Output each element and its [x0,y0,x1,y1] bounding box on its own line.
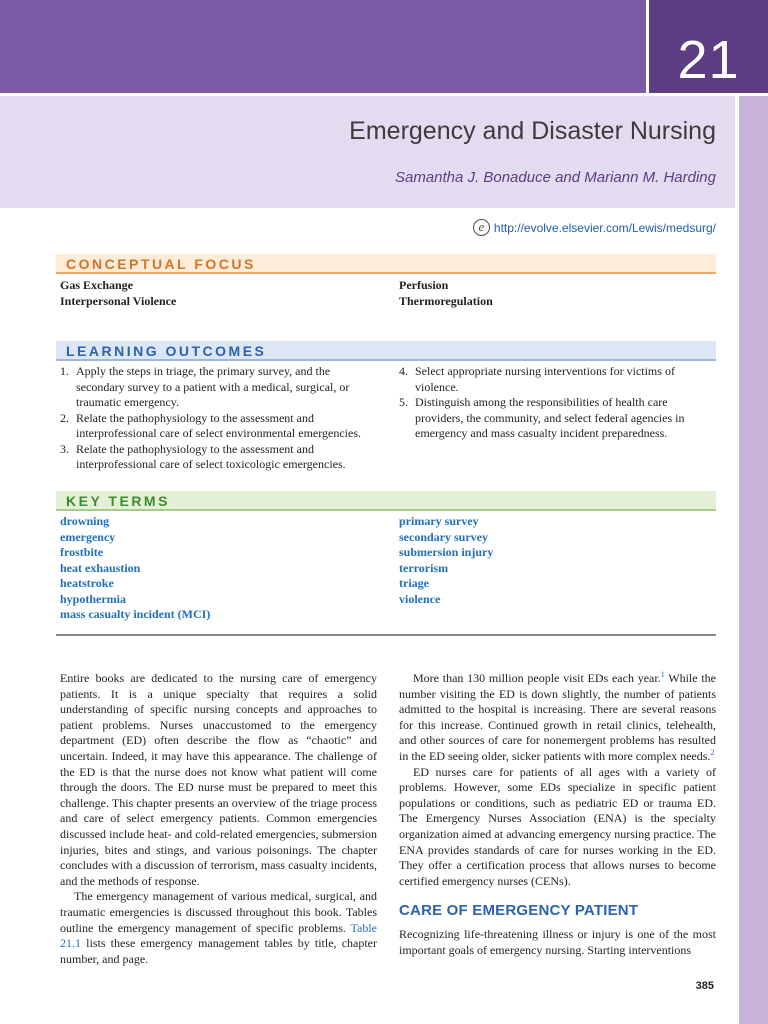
learning-outcomes-right [399,364,709,442]
key-term-link[interactable]: triage [399,576,429,590]
key-term-link[interactable]: terrorism [399,560,449,575]
body-paragraph: Recognizing life-threatening illness or injury is one of the most important goals of emergency nursing. Starting interventions [399,926,716,957]
care-of-emergency-patient-heading: CARE OF EMERGENCY PATIENT [399,902,639,920]
outcome-item [399,364,709,395]
outcome-text: Distinguish among the responsibilities of health care providers, the community, and select federal agencies in emergency and mass casualty incident preparedness. [415,395,685,440]
outcome-text: Select appropriate nursing interventions for victims of violence. [415,364,675,394]
outcome-text: Apply the steps in triage, the primary survey, and the secondary survey to a patient with a medical, surgical, or traumatic emergency. [76,364,350,409]
body-left-column [60,671,377,967]
key-term-link[interactable]: secondary survey [399,529,488,544]
key-terms-heading: KEY TERMS [56,491,716,511]
outcome-text: Relate the pathophysiology to the assessment and interprofessional care of select environmental emergencies. [76,410,361,440]
body-text: lists these emergency management tables by title, chapter number, and page. [60,936,377,966]
key-term-link[interactable]: heat exhaustion [60,560,141,575]
body-paragraph [60,889,377,967]
chapter-number: 21 [677,30,740,90]
body-text: More than 130 million people visit EDs each year. [413,671,661,685]
section-divider [56,634,716,636]
outcome-item [60,442,380,473]
evolve-link[interactable]: http://evolve.elsevier.com/Lewis/medsurg/ [493,220,716,235]
learning-outcomes-left [60,364,380,473]
table-21-1-link[interactable]: Table 21.1 [60,920,377,951]
header-band [0,0,646,93]
key-term-link[interactable]: mass casualty incident (MCI) [60,607,211,621]
reference-2-link[interactable]: 2 [710,747,715,757]
conceptual-focus-right [399,278,493,309]
outcome-number: 5. [399,395,408,409]
outcome-number: 4. [399,364,408,378]
body-paragraph: Entire books are dedicated to the nursing care of emergency patients. It is a unique specialty that requires a solid understanding of specific nursing concepts and approaches to patient problems. Nurses unaccustomed to the emergency department (ED) often describe the flow as “chaotic” and uncertain. Indeed, it may have this appearance. The challenge of the ED is that the nurse does not know what patient will come through the doors. The ED nurse must be prepared to meet this challenge. This chapter presents an overview of the triage process and care of select emergency patients. Common emergencies discussed include heat- and cold-related emergencies, submersion injuries, bites and stings, and various poisonings. The chapter concludes with a discussion of terrorism, mass casualty incidents, and the methods of response. [60,671,377,888]
evolve-e-icon: e [473,219,490,236]
key-term-link[interactable]: drowning [60,514,110,528]
key-term-link[interactable]: emergency [60,529,116,544]
key-term-link[interactable]: frostbite [60,545,104,559]
side-color-strip [739,96,768,1024]
outcome-item [399,395,709,442]
outcome-item [60,364,380,411]
reference-1-link[interactable]: 1 [660,670,665,679]
chapter-authors: Samantha J. Bonaduce and Mariann M. Harding [394,169,716,186]
body-paragraph [399,671,716,765]
key-terms-right [399,514,493,607]
key-terms-left [60,514,210,623]
focus-item: Interpersonal Violence [60,293,177,308]
outcome-number: 2. [60,410,69,425]
body-text: The emergency management of various medical, surgical, and traumatic emergencies is discussed throughout this book. Tables outline the emergency management of specific problems. [60,889,377,935]
key-term-link[interactable]: primary survey [399,514,479,528]
outcome-text: Relate the pathophysiology to the assessment and interprofessional care of select toxicologic emergencies. [76,441,346,471]
chapter-number-box [649,0,768,93]
learning-outcomes-heading: LEARNING OUTCOMES [56,341,716,361]
key-term-link[interactable]: violence [399,591,441,606]
key-term-link[interactable]: submersion injury [399,545,494,559]
focus-item: Gas Exchange [60,278,134,292]
body-right-column [399,671,716,958]
chapter-title: Emergency and Disaster Nursing [349,117,716,145]
conceptual-focus-heading: CONCEPTUAL FOCUS [56,254,716,274]
key-term-link[interactable]: hypothermia [60,591,126,606]
key-term-link[interactable]: heatstroke [60,576,114,590]
conceptual-focus-left [60,278,176,309]
outcome-number: 1. [60,364,69,378]
body-paragraph: ED nurses care for patients of all ages with a variety of problems. However, some EDs specialize in specific patient populations or conditions, such as pediatric ED or trauma ED. The Emergency Nurses Association (ENA) is the specialty organization aimed at advancing emergency nursing practice. The ENA provides standards of care for nurses working in the ED. They offer a certification process that allows nurses to become certified emergency nurses (CENs). [399,764,716,888]
outcome-number: 3. [60,441,69,456]
body-text: While the number visiting the ED is down slightly, the number of patients admitted to the hospital is increasing. There are several reasons for this increase. Continued growth in retail clinics, telehealth, and other sources of care for nonemergent problems has resulted in the ED seeing older, sicker patients with more complex needs. [399,671,716,763]
title-band [0,96,735,208]
outcome-item [60,411,380,442]
page-number: 385 [695,980,714,992]
focus-item: Perfusion [399,278,449,292]
focus-item: Thermoregulation [399,293,493,308]
evolve-link-row[interactable] [473,219,716,236]
